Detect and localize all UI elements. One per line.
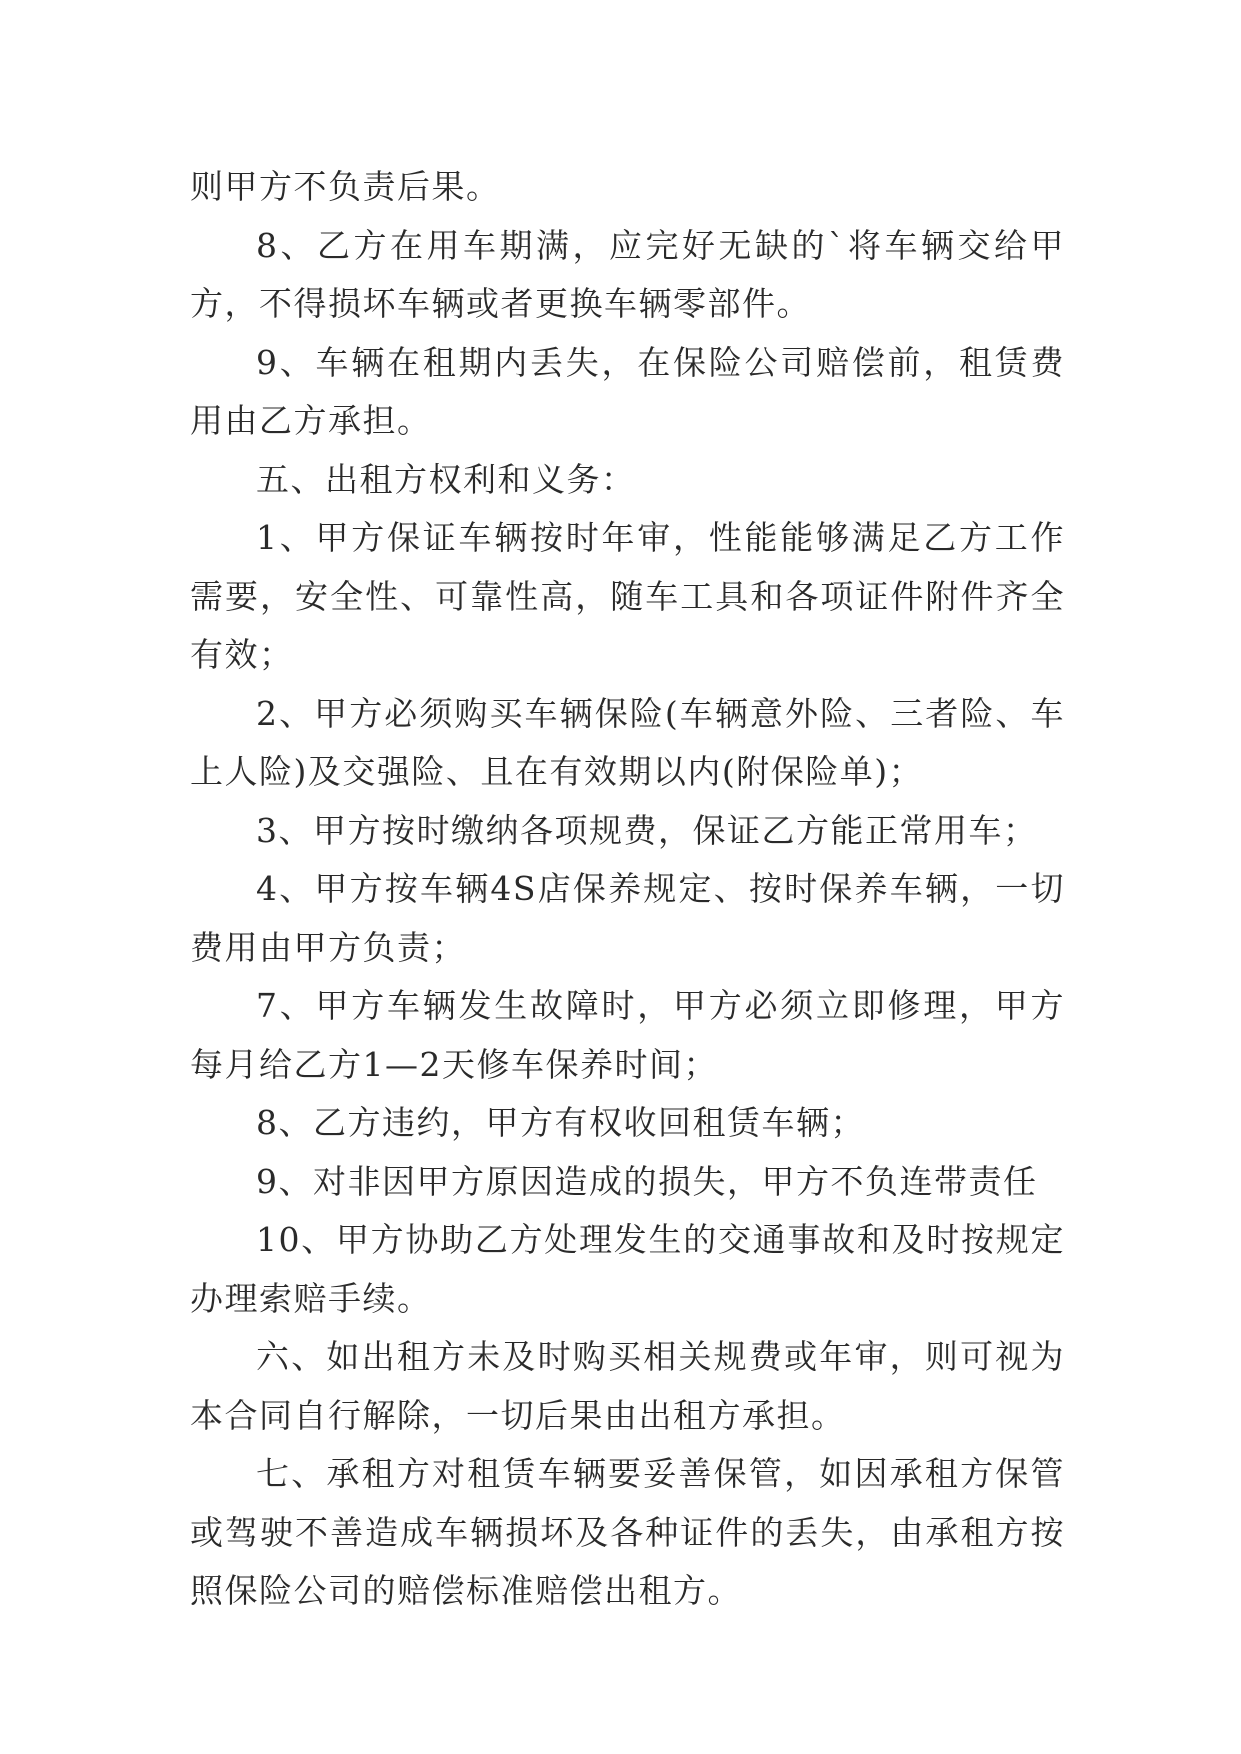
- section-6: 六、如出租方未及时购买相关规费或年审，则可视为本合同自行解除，一切后果由出租方承担。: [190, 1337, 1065, 1435]
- clause-5-8: 8、乙方违约，甲方有权收回租赁车辆；: [256, 1103, 865, 1142]
- section-7: 七、承租方对租赁车辆要妥善保管，如因承租方保管或驾驶不善造成车辆损坏及各种证件的丢失，由承租方按照保险公司的赔偿标准赔偿出租方。: [190, 1454, 1065, 1610]
- clause-5-3: 3、甲方按时缴纳各项规费，保证乙方能正常用车；: [256, 810, 1038, 850]
- paragraph-continuation: 则甲方不负责后果。: [190, 167, 501, 206]
- clause-4-8: 8、乙方在用车期满，应完好无缺的`将车辆交给甲方，不得损坏车辆或者更换车辆零部件。: [190, 225, 1065, 323]
- clause-4-9: 9、车辆在租期内丢失，在保险公司赔偿前，租赁费用由乙方承担。: [190, 342, 1065, 440]
- document-body: [190, 158, 1065, 1621]
- clause-5-4: 4、甲方按车辆4S店保养规定、按时保养车辆，一切费用由甲方负责；: [190, 869, 1065, 967]
- clause-5-7: 7、甲方车辆发生故障时，甲方必须立即修理，甲方每月给乙方1—2天修车保养时间；: [190, 986, 1065, 1084]
- clause-5-1: 1、甲方保证车辆按时年审，性能能够满足乙方工作需要，安全性、可靠性高，随车工具和各项证件附件齐全有效；: [190, 518, 1065, 674]
- clause-5-10: 10、甲方协助乙方处理发生的交通事故和及时按规定办理索赔手续。: [190, 1220, 1065, 1318]
- clause-5-2: 2、甲方必须购买车辆保险(车辆意外险、三者险、车上人险)及交强险、且在有效期以内(附保险单)；: [190, 693, 1065, 791]
- section-heading-5: 五、出租方权利和义务：: [256, 459, 636, 499]
- clause-5-9: 9、对非因甲方原因造成的损失，甲方不负连带责任: [256, 1161, 1038, 1201]
